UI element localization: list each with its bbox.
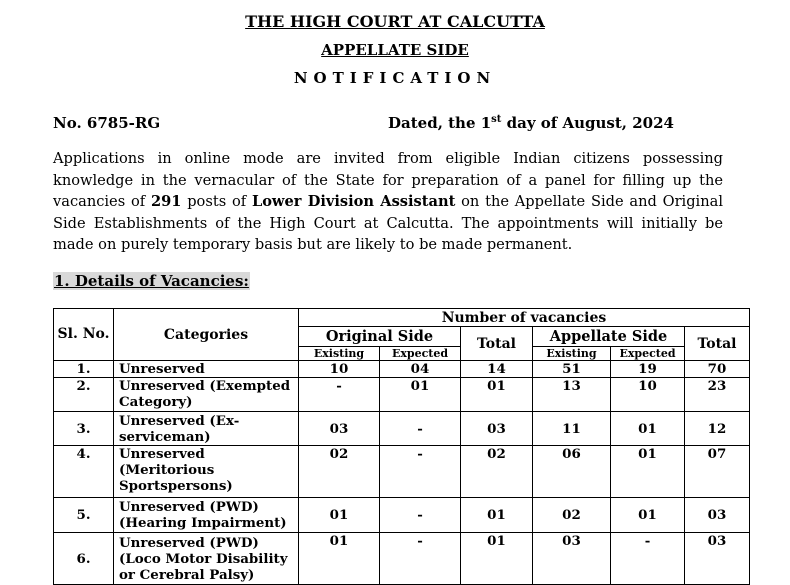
row-os-total: 01 [461,378,533,412]
categories-header: Categories [114,309,299,361]
row-as-existing: 06 [533,446,611,498]
row-category: Unreserved (PWD) (Hearing Impairment) [114,498,299,533]
row-sl: 4. [54,446,114,498]
vacancies-header: Number of vacancies [299,309,750,327]
row-category: Unreserved (PWD) (Loco Motor Disability or Cerebral Palsy) [114,533,299,585]
row-sl: 2. [54,378,114,412]
row-category: Unreserved (Meritorious Sportspersons) [114,446,299,498]
table-row [54,446,750,498]
row-sl: 5. [54,498,114,533]
row-as-existing: 03 [533,533,611,585]
os-existing-header: Existing [299,347,380,361]
row-os-expected: - [380,533,461,585]
row-category: Unreserved [114,361,299,378]
reference-number: No. 6785-RG [53,114,161,132]
appellate-side-header: Appellate Side [533,327,685,347]
row-os-existing: 10 [299,361,380,378]
original-total-header: Total [461,327,533,361]
row-as-expected: 01 [611,446,685,498]
row-total: 23 [685,378,750,412]
row-total: 03 [685,498,750,533]
row-os-expected: - [380,498,461,533]
court-title: THE HIGH COURT AT CALCUTTA [245,12,545,31]
row-os-total: 01 [461,533,533,585]
vacancies-table [53,308,750,585]
row-as-existing: 11 [533,412,611,446]
sl-no-header: Sl. No. [54,309,114,361]
row-total: 07 [685,446,750,498]
row-os-expected: - [380,446,461,498]
row-os-existing: 01 [299,533,380,585]
intro-post-name: Lower Division Assistant [251,193,456,211]
intro-paragraph [53,148,723,256]
row-os-expected: - [380,412,461,446]
row-as-expected: - [611,533,685,585]
table-row [54,412,750,446]
grand-total-header: Total [685,327,750,361]
table-header-row [54,309,750,327]
as-expected-header: Expected [611,347,685,361]
row-as-existing: 51 [533,361,611,378]
notification-title: NOTIFICATION [293,69,497,87]
intro-post-count: 291 [150,193,182,211]
os-expected-header: Expected [380,347,461,361]
row-os-total: 03 [461,412,533,446]
date-ordinal: st [491,114,502,125]
row-os-existing: 02 [299,446,380,498]
row-category: Unreserved (Ex-serviceman) [114,412,299,446]
row-sl: 1. [54,361,114,378]
row-as-existing: 02 [533,498,611,533]
row-os-total: 02 [461,446,533,498]
row-as-expected: 01 [611,498,685,533]
row-total: 03 [685,533,750,585]
row-os-existing: 03 [299,412,380,446]
row-as-expected: 19 [611,361,685,378]
row-as-existing: 13 [533,378,611,412]
row-as-expected: 10 [611,378,685,412]
original-side-header: Original Side [299,327,461,347]
as-existing-header: Existing [533,347,611,361]
side-title: APPELLATE SIDE [321,41,469,59]
date-prefix: Dated, the 1 [388,114,492,132]
row-os-expected: 04 [380,361,461,378]
row-os-total: 14 [461,361,533,378]
section-heading: 1. Details of Vacancies: [54,272,249,290]
row-total: 70 [685,361,750,378]
row-category: Unreserved (Exempted Category) [114,378,299,412]
row-sl: 6. [54,533,114,585]
row-os-existing: - [299,378,380,412]
row-os-expected: 01 [380,378,461,412]
table-row [54,533,750,585]
notification-date [388,114,674,132]
intro-text-1: Applications in online mode are invited from eligible Indian citizens possessing knowledge in the vernacular of the State for preparation of a panel for filling up the vacancies of [53,150,723,211]
row-total: 12 [685,412,750,446]
row-as-expected: 01 [611,412,685,446]
date-suffix: day of August, 2024 [501,114,674,132]
row-sl: 3. [54,412,114,446]
table-row [54,378,750,412]
row-os-total: 01 [461,498,533,533]
intro-text-2: posts of [181,193,252,211]
table-row [54,361,750,378]
table-row [54,498,750,533]
row-os-existing: 01 [299,498,380,533]
intro-text-3: on the Appellate Side and Original Side Establishments of the High Court at Calcutta. The appointments will initially be made on purely temporary basis but are likely to be made permanent. [53,193,723,254]
